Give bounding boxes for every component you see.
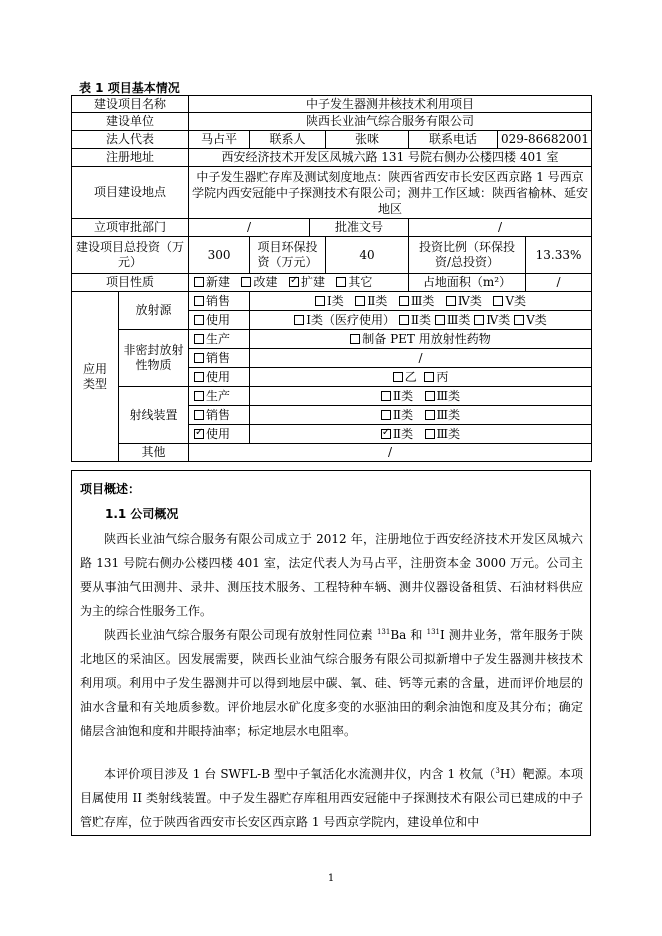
- ray-use-classes: ✓ Ⅱ类 Ⅲ类: [250, 425, 592, 444]
- ray-sale-classes: Ⅱ类 Ⅲ类: [250, 406, 592, 425]
- unsealed-use[interactable]: 使用: [189, 368, 250, 387]
- nature-new-option[interactable]: 新建: [194, 275, 230, 289]
- checkbox-icon: [399, 296, 409, 306]
- site-value: 中子发生器贮存库及测试刻度地点：陕西省西安市长安区西京路 1 号西京学院内西安冠能中子探测技术有限公司；测井工作区域：陕西省榆林、延安地区: [189, 167, 592, 219]
- checkbox-icon: [381, 391, 391, 401]
- checkbox-icon: [425, 429, 435, 439]
- paragraph-company: 陕西长业油气综合服务有限公司成立于 2012 年，注册地位于西安经济技术开发区凤城六路 131 号院右侧办公楼四楼 401 室，法定代表人为马占平，注册资本金 3000 万元。公司主要从事油气田测井、录井、测压技术服务、工程特种车辆、测井仪器设备租赁、石油材料供应为主的综合性服务工作。: [80, 532, 583, 618]
- application-type-label: 应用类型: [72, 292, 119, 462]
- checkbox-icon: [194, 353, 204, 363]
- table-row: [72, 131, 592, 149]
- checkbox-checked-icon: [289, 277, 299, 287]
- total-invest-value: 300: [189, 237, 250, 274]
- checkbox-checked-icon: [194, 429, 204, 439]
- total-invest-label: 建设项目总投资（万元）: [72, 237, 189, 274]
- nature-rebuild-option[interactable]: 改建: [241, 275, 277, 289]
- phone-label: 联系电话: [409, 131, 498, 149]
- rad-source-use[interactable]: 使用: [189, 311, 250, 330]
- table-row: [72, 149, 592, 167]
- checkbox-icon: [336, 277, 346, 287]
- area-value: /: [526, 274, 592, 292]
- checkbox-icon: [493, 296, 503, 306]
- checkbox-icon: [194, 410, 204, 420]
- legal-rep-value: 马占平: [189, 131, 250, 149]
- contact-value: 张咪: [326, 131, 409, 149]
- table-row: [72, 292, 592, 311]
- unsealed-sale-value: /: [250, 349, 592, 368]
- checkbox-icon: [514, 315, 524, 325]
- checkbox-icon: [355, 296, 365, 306]
- ray-use[interactable]: ✓使用: [189, 425, 250, 444]
- checkbox-icon: [399, 315, 409, 325]
- table-row: [72, 219, 592, 237]
- ray-sale[interactable]: 销售: [189, 406, 250, 425]
- unit-label: 建设单位: [72, 113, 189, 131]
- area-label: 占地面积（m²）: [409, 274, 526, 292]
- table-row: [72, 237, 592, 274]
- checkbox-icon: [194, 277, 204, 287]
- checkbox-icon: [194, 391, 204, 401]
- env-invest-label: 项目环保投资（万元）: [250, 237, 326, 274]
- unsealed-sale[interactable]: 销售: [189, 349, 250, 368]
- nature-expand-option[interactable]: ✓ 扩建: [289, 275, 325, 289]
- overview-title: 项目概述：: [80, 482, 141, 496]
- unsealed-produce[interactable]: 生产: [189, 330, 250, 349]
- ray-produce-classes: Ⅱ类 Ⅲ类: [250, 387, 592, 406]
- project-info-table: [71, 95, 592, 462]
- rad-source-sale[interactable]: 销售: [189, 292, 250, 311]
- unsealed-material-label: 非密封放射性物质: [119, 330, 189, 387]
- doc-number-label: 批准文号: [310, 219, 409, 237]
- approval-dept-label: 立项审批部门: [72, 219, 189, 237]
- checkbox-icon: [425, 391, 435, 401]
- address-value: 西安经济技术开发区凤城六路 131 号院右侧办公楼四楼 401 室: [189, 149, 592, 167]
- checkbox-icon: [294, 315, 304, 325]
- paragraph-business: 陕西长业油气综合服务有限公司现有放射性同位素 $^{131}$Ba 和 $^{131}$I 测井业务，常年服务于陕北地区的采油区。因发展需要，陕西长业油气综合服务有限公司拟新增中子发生器测井核技术利用项。利用中子发生器测井可以得到地层中碳、氧、硅、钙等元素的含量，进而评价地层的油水含量和有关地质参数。评价地层水矿化度多变的水驱油田的剩余油饱和度及其分布；确定储层含油饱和度和井眼持油率；标定地层水电阻率。: [80, 628, 583, 738]
- project-overview-section: [71, 470, 591, 836]
- checkbox-icon: [446, 296, 456, 306]
- table-row: [72, 274, 592, 292]
- checkbox-icon: [194, 334, 204, 344]
- paragraph-project: 本评价项目涉及 1 台 SWFL-B 型中子氧活化水流测井仪，内含 1 枚氚（$^3$H）靶源。本项目属使用 II 类射线装置。中子发生器贮存库租用西安冠能中子探测技术有限公司已建成的中子管贮存库，位于陕西省西安市长安区西京路 1 号西京学院内，建设单位和中: [80, 767, 584, 829]
- table-row: [72, 330, 592, 349]
- checkbox-icon: [474, 315, 484, 325]
- rad-source-label: 放射源: [119, 292, 189, 330]
- other-label: 其他: [119, 444, 189, 462]
- project-name-value: 中子发生器测井核技术利用项目: [189, 96, 592, 113]
- table-row: [72, 444, 592, 462]
- section-heading: 1.1 公司概况: [105, 507, 179, 521]
- checkbox-icon: [424, 372, 434, 382]
- approval-dept-value: /: [189, 219, 310, 237]
- unsealed-produce-value: 制备 PET 用放射性药物: [250, 330, 592, 349]
- nature-options: [189, 274, 409, 292]
- checkbox-icon: [425, 410, 435, 420]
- checkbox-icon: [194, 296, 204, 306]
- address-label: 注册地址: [72, 149, 189, 167]
- other-value: /: [189, 444, 592, 462]
- unsealed-use-classes: 乙 丙: [250, 368, 592, 387]
- checkbox-checked-icon: [381, 429, 391, 439]
- rad-sale-classes: Ⅰ类 Ⅱ类 Ⅲ类 Ⅳ类 Ⅴ类: [250, 292, 592, 311]
- checkbox-icon: [435, 315, 445, 325]
- unit-value: 陕西长业油气综合服务有限公司: [189, 113, 592, 131]
- legal-rep-label: 法人代表: [72, 131, 189, 149]
- contact-label: 联系人: [250, 131, 326, 149]
- ray-produce[interactable]: 生产: [189, 387, 250, 406]
- doc-number-value: /: [409, 219, 592, 237]
- invest-ratio-label: 投资比例（环保投资/总投资）: [409, 237, 526, 274]
- checkbox-icon: [241, 277, 251, 287]
- table-row: [72, 387, 592, 406]
- phone-value: 029-86682001: [498, 131, 592, 149]
- checkbox-icon: [194, 315, 204, 325]
- nature-other-option[interactable]: 其它: [336, 275, 372, 289]
- checkbox-icon: [315, 296, 325, 306]
- table-row: [72, 167, 592, 219]
- checkbox-icon: [393, 372, 403, 382]
- checkbox-icon: [194, 372, 204, 382]
- nature-label: 项目性质: [72, 274, 189, 292]
- table-row: [72, 113, 592, 131]
- checkbox-icon: [381, 410, 391, 420]
- invest-ratio-value: 13.33%: [526, 237, 592, 274]
- table-caption: 表 1 项目基本情况: [79, 81, 180, 95]
- project-name-label: 建设项目名称: [72, 96, 189, 113]
- rad-use-classes: Ⅰ类（医疗使用） Ⅱ类 Ⅲ类 Ⅳ类 Ⅴ类: [250, 311, 592, 330]
- env-invest-value: 40: [326, 237, 409, 274]
- table-row: [72, 96, 592, 113]
- checkbox-icon: [350, 334, 360, 344]
- ray-device-label: 射线装置: [119, 387, 189, 444]
- page-number: 1: [327, 873, 335, 884]
- site-label: 项目建设地点: [72, 167, 189, 219]
